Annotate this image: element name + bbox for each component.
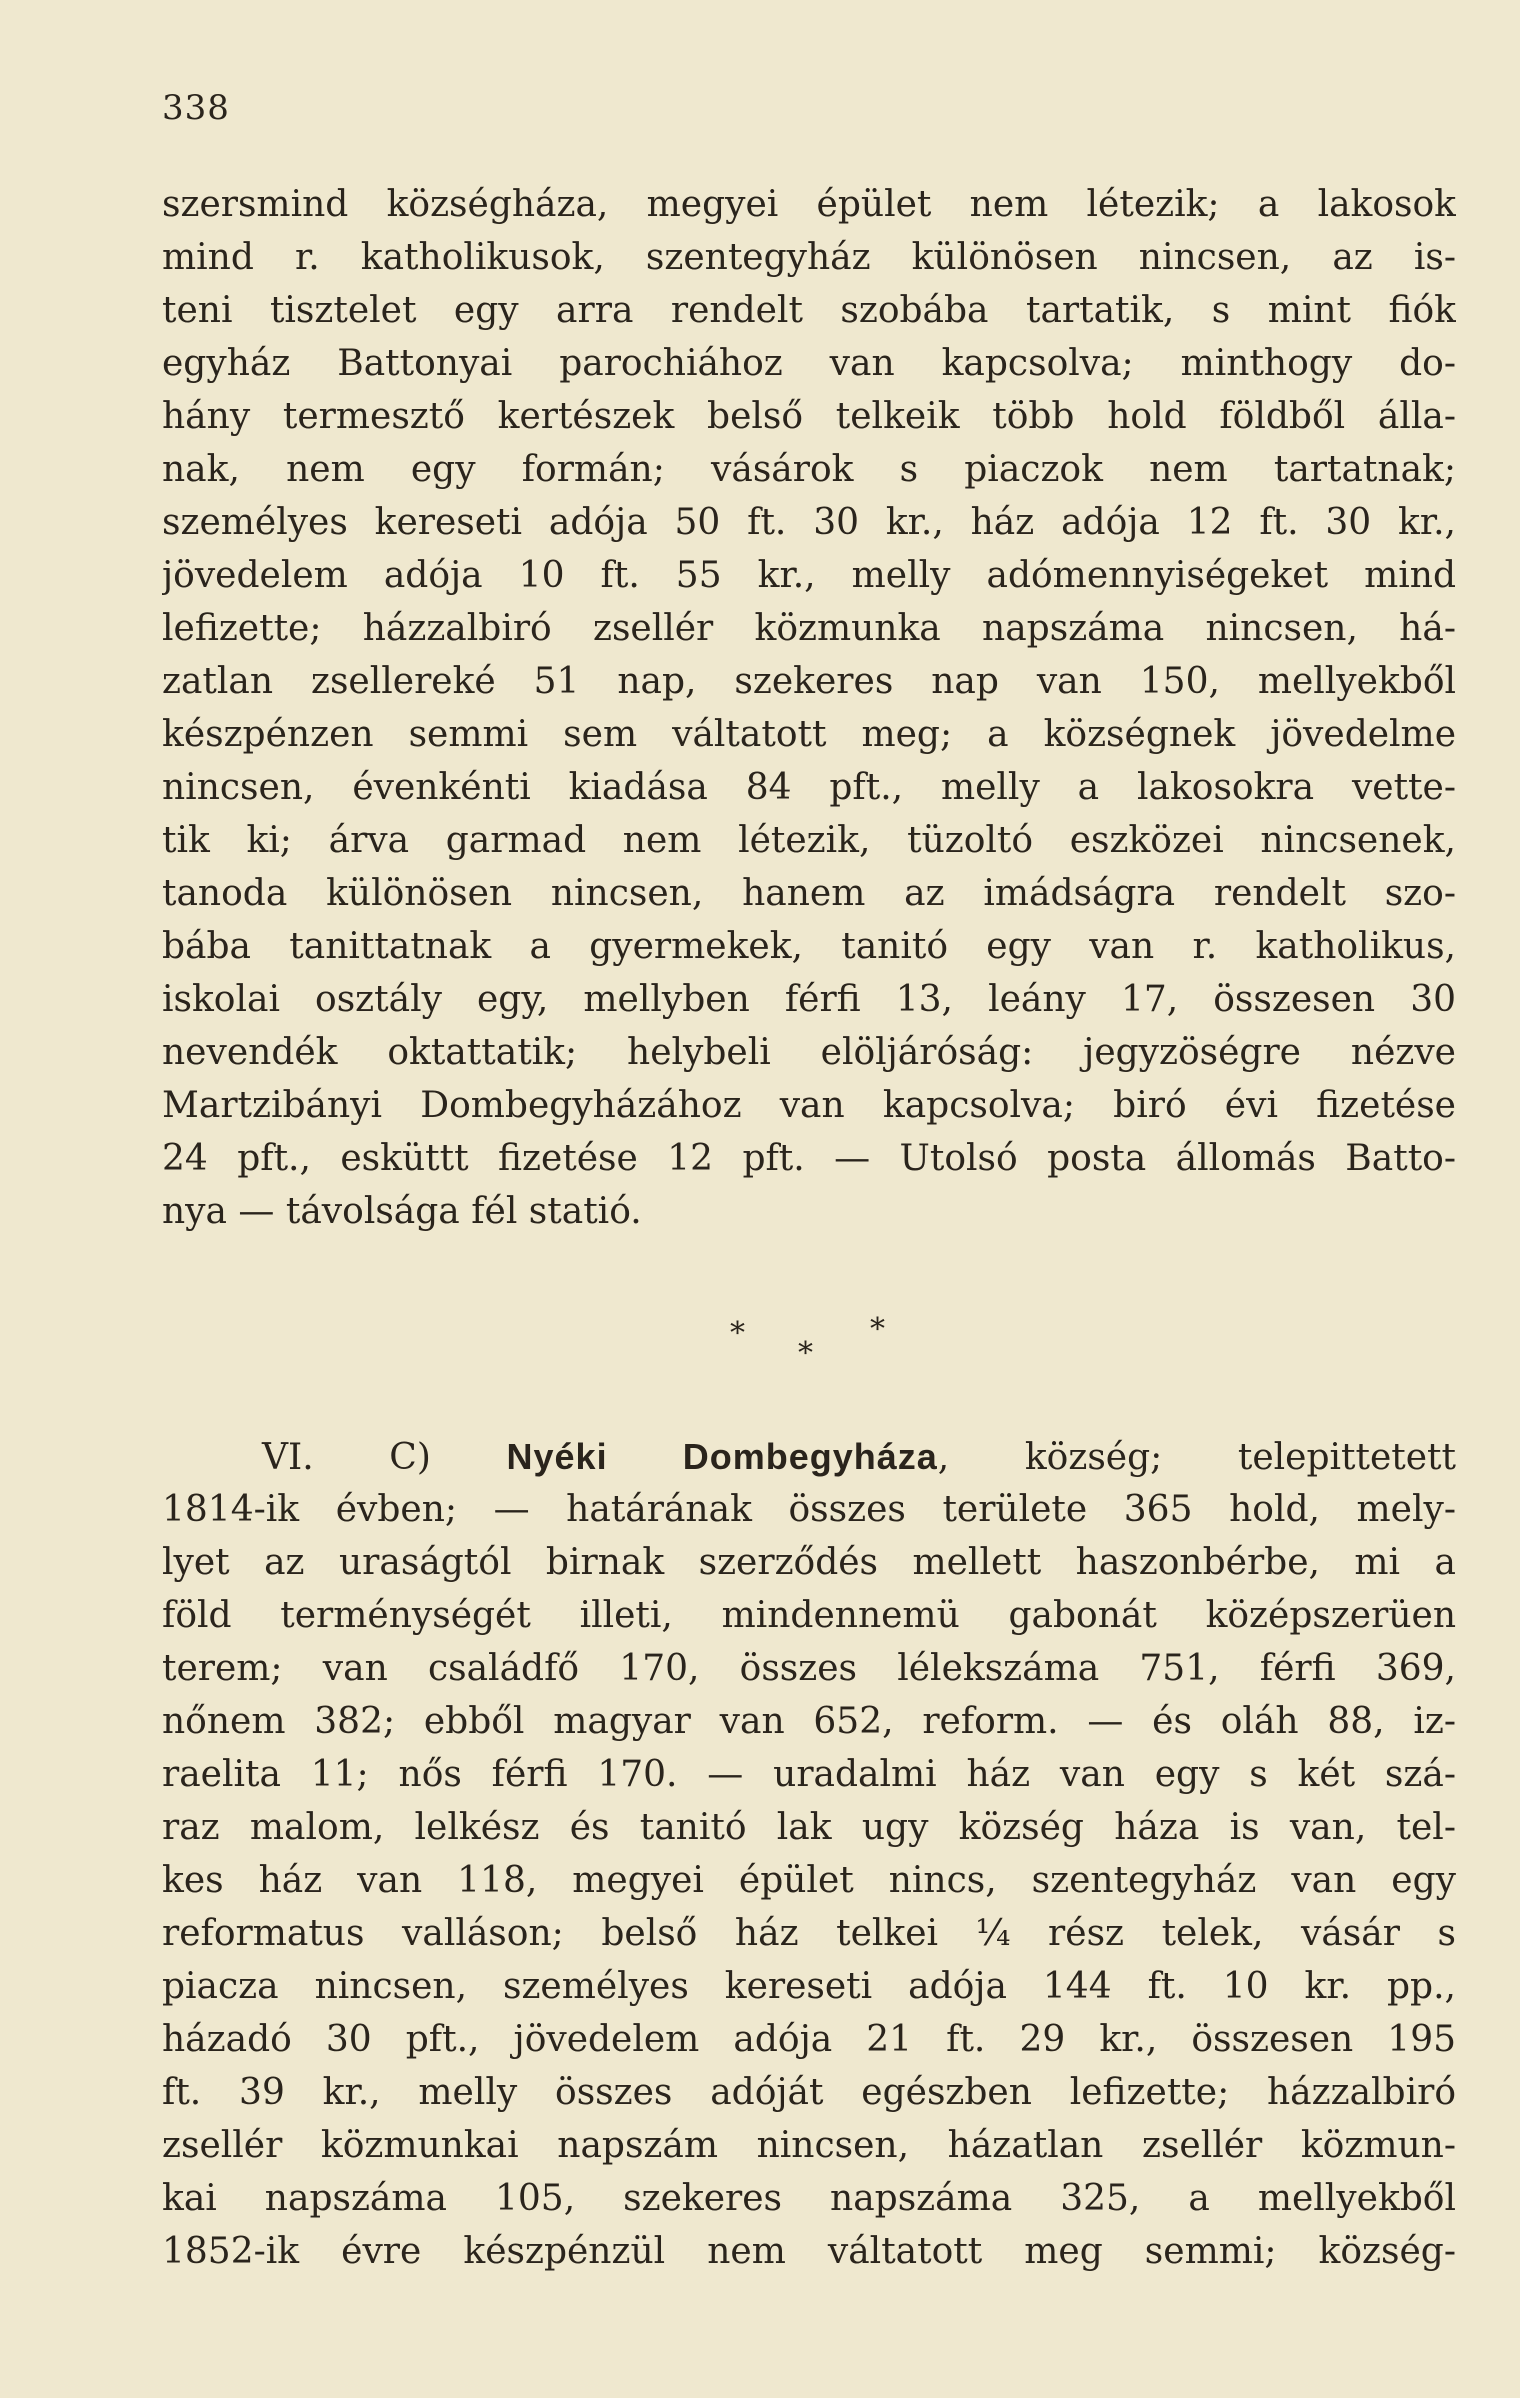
text-line: készpénzen semmi sem váltatott meg; a községnek jövedelme [162, 714, 1456, 755]
text-line: kai napszáma 105, szekeres napszáma 325, a mellyekből [162, 2178, 1456, 2219]
text-line: jövedelem adója 10 ft. 55 kr., melly adómennyiségeket mind [162, 555, 1456, 596]
text-line: nevendék oktattatik; helybeli elöljáróság: jegyzöségre nézve [162, 1032, 1456, 1073]
text-line: lefizette; házzalbiró zsellér közmunka napszáma nincsen, há- [162, 608, 1456, 649]
text-line: hány termesztő kertészek belső telkeik több hold földből álla- [162, 396, 1456, 437]
text-line: 1814-ik évben; — határának összes területe 365 hold, mely- [162, 1489, 1456, 1530]
text-line: föld terménységét illeti, mindennemü gabonát középszerüen [162, 1595, 1456, 1636]
text-line: ft. 39 kr., melly összes adóját egészben lefizette; házzalbiró [162, 2072, 1456, 2113]
village-name: Nyéki Dombegyháza [506, 1436, 938, 1477]
text-line: 24 pft., esküttt fizetése 12 pft. — Utolsó posta állomás Batto- [162, 1138, 1456, 1179]
page-number: 338 [162, 88, 230, 128]
section-separator [700, 1310, 900, 1380]
text-line: szersmind községháza, megyei épület nem létezik; a lakosok [162, 184, 1456, 225]
separator-star: * [798, 1336, 813, 1371]
text-line: nincsen, évenkénti kiadása 84 pft., melly a lakosokra vette- [162, 767, 1456, 808]
text-line: tik ki; árva garmad nem létezik, tüzoltó eszközei nincsenek, [162, 820, 1456, 861]
section-number: VI. C) [262, 1437, 431, 1478]
text-line: 1852-ik évre készpénzül nem váltatott meg semmi; község- [162, 2231, 1456, 2272]
section-nyeki-dombegyhaza [162, 1430, 1456, 2278]
text-line: bába tanittatnak a gyermekek, tanitó egy van r. katholikus, [162, 926, 1456, 967]
text-line: zsellér közmunkai napszám nincsen, házatlan zsellér közmun- [162, 2125, 1456, 2166]
text-line: terem; van családfő 170, összes lélekszáma 751, férfi 369, [162, 1648, 1456, 1689]
text-line: raz malom, lelkész és tanitó lak ugy község háza is van, tel- [162, 1807, 1456, 1848]
text-line: személyes kereseti adója 50 ft. 30 kr., ház adója 12 ft. 30 kr., [162, 502, 1456, 543]
text-line: nak, nem egy formán; vásárok s piaczok nem tartatnak; [162, 449, 1456, 490]
text-line: raelita 11; nős férfi 170. — uradalmi ház van egy s két szá- [162, 1754, 1456, 1795]
text-line: mind r. katholikusok, szentegyház különösen nincsen, az is- [162, 237, 1456, 278]
text-line: teni tisztelet egy arra rendelt szobába tartatik, s mint fiók [162, 290, 1456, 331]
section-heading-line [162, 1430, 1456, 1483]
text-line: nőnem 382; ebből magyar van 652, reform. — és oláh 88, iz- [162, 1701, 1456, 1742]
text-line: piacza nincsen, személyes kereseti adója 144 ft. 10 kr. pp., [162, 1966, 1456, 2007]
text-line: tanoda különösen nincsen, hanem az imádságra rendelt szo- [162, 873, 1456, 914]
text-line: egyház Battonyai parochiához van kapcsolva; minthogy do- [162, 343, 1456, 384]
text-line: házadó 30 pft., jövedelem adója 21 ft. 29 kr., összesen 195 [162, 2019, 1456, 2060]
text-line: nya — távolsága fél statió. [162, 1191, 642, 1232]
paragraph-previous-village [162, 178, 1456, 1238]
text-line: reformatus valláson; belső ház telkei ¼ rész telek, vásár s [162, 1913, 1456, 1954]
text-line: kes ház van 118, megyei épület nincs, szentegyház van egy [162, 1860, 1456, 1901]
separator-star: * [870, 1312, 885, 1347]
separator-star: * [730, 1316, 745, 1351]
heading-continuation: , község; telepittetett [937, 1437, 1456, 1478]
text-line: lyet az uraságtól birnak szerződés mellett haszonbérbe, mi a [162, 1542, 1456, 1583]
text-line: zatlan zsellereké 51 nap, szekeres nap van 150, mellyekből [162, 661, 1456, 702]
text-line: iskolai osztály egy, mellyben férfi 13, leány 17, összesen 30 [162, 979, 1456, 1020]
text-line: Martzibányi Dombegyházához van kapcsolva; biró évi fizetése [162, 1085, 1456, 1126]
